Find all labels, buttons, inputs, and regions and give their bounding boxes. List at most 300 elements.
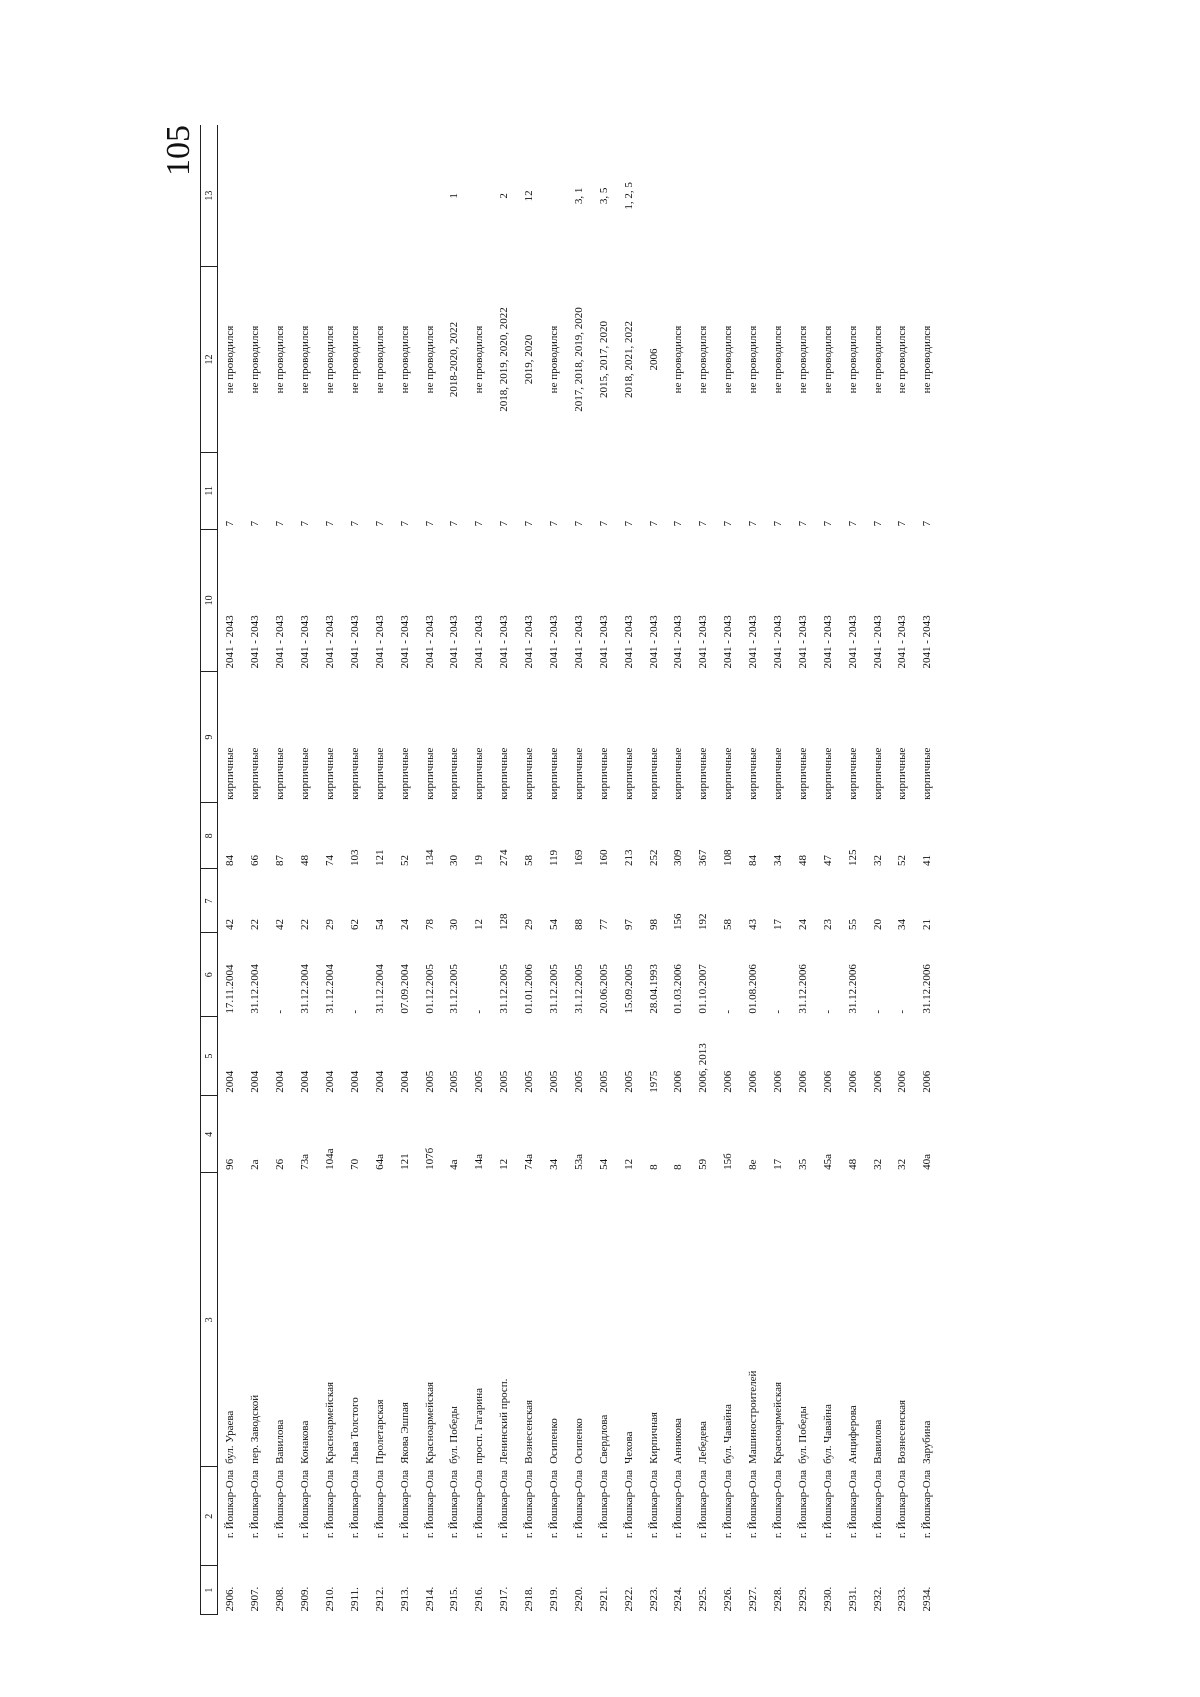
component-count-cell: 7 [921,520,934,527]
residents-cell: 74 [324,854,336,866]
build-year-cell: 2005 [448,1070,461,1093]
repair-types-cell [691,125,716,267]
repair-types-cell [666,125,691,267]
build-year-cell: 2005 [523,1070,536,1093]
row-number-cell: 2924. [672,1586,685,1612]
component-count-cell: 7 [821,520,834,527]
build-year-cell: 2006 [896,1070,909,1093]
wall-material-cell: кирпичные [747,747,760,800]
street-cell: бул. Чавайна [821,1404,834,1464]
build-year-cell: 2004 [398,1070,411,1093]
table-row [865,125,890,1615]
residents-cell: 48 [796,854,809,866]
component-count-cell: 7 [896,520,909,527]
column-header: 8 [201,803,218,869]
repair-years-cell: 2018-2020, 2022 [448,321,461,398]
residents-cell: 32 [871,854,884,866]
column-header: 12 [201,267,218,453]
city-cell: г. Йошкар-Ола [647,1469,660,1539]
commission-date-cell: 01.01.2006 [523,964,536,1014]
build-year-cell: 2005 [572,1070,585,1093]
table-row [293,125,318,1615]
build-year-cell: 2006, 2013 [697,1043,710,1093]
component-count-cell: 7 [647,520,660,527]
residents-cell: 58 [523,854,536,866]
city-cell: г. Йошкар-Ола [597,1469,610,1539]
table-row [890,125,915,1615]
apartments-cell: 22 [299,919,312,930]
apartments-cell: 192 [697,913,710,930]
commission-date-cell: - [722,1009,735,1014]
residents-cell: 87 [274,854,287,866]
component-count-cell: 7 [249,520,262,527]
repair-types-cell [865,125,890,267]
street-cell: Красноармейская [423,1381,436,1464]
street-cell: Анникова [672,1418,685,1464]
repair-period-cell: 2041 - 2043 [572,615,585,669]
repair-types-cell [318,125,343,267]
component-count-cell: 7 [572,520,585,527]
apartments-cell: 54 [548,919,561,930]
house-number-cell: 53а [572,1153,585,1170]
repair-years-cell: не проводился [373,325,386,394]
component-count-cell: 7 [498,520,511,527]
wall-material-cell: кирпичные [249,747,262,800]
apartments-cell: 17 [772,919,785,930]
commission-date-cell: - [896,1009,909,1014]
apartments-cell: 62 [348,919,361,930]
table-row [542,125,567,1615]
wall-material-cell: кирпичные [423,747,436,800]
wall-material-cell: кирпичные [324,747,336,800]
house-number-cell: 4а [448,1159,461,1170]
row-number-cell: 2915. [448,1586,461,1612]
component-count-cell: 7 [398,520,411,527]
residents-cell: 121 [373,849,386,866]
residents-cell: 213 [622,849,635,866]
city-cell: г. Йошкар-Ола [498,1469,511,1539]
table-row [517,125,542,1615]
residents-cell: 47 [821,854,834,866]
repair-years-cell: не проводился [747,325,760,394]
table-row [442,125,467,1615]
table-row [741,125,766,1615]
repair-years-cell: не проводился [274,325,287,394]
component-count-cell: 7 [597,520,610,527]
wall-material-cell: кирпичные [572,747,585,800]
repair-period-cell: 2041 - 2043 [498,615,511,669]
street-cell: Красноармейская [324,1381,336,1464]
commission-date-cell: 07.09.2004 [398,964,411,1014]
commission-date-cell: 31.12.2005 [448,964,461,1014]
apartments-cell: 98 [647,919,660,930]
wall-material-cell: кирпичные [473,747,486,800]
row-number-cell: 2913. [398,1586,411,1612]
street-cell: Вознесенская [896,1399,909,1464]
residents-cell: 125 [846,849,859,866]
house-number-cell: 12 [498,1158,511,1170]
city-cell: г. Йошкар-Ола [423,1469,436,1539]
commission-date-cell: 15.09.2005 [622,964,635,1014]
apartments-cell: 21 [921,919,934,930]
table-row [691,125,716,1615]
wall-material-cell: кирпичные [597,747,610,800]
street-cell: Вавилова [274,1419,287,1464]
table-row [815,125,840,1615]
component-count-cell: 7 [299,520,312,527]
repair-years-cell: не проводился [473,325,486,394]
wall-material-cell: кирпичные [821,747,834,800]
build-year-cell: 2006 [747,1070,760,1093]
street-cell: Анциферова [846,1405,859,1464]
table-row [492,125,517,1615]
table-row [566,125,591,1615]
repair-period-cell: 2041 - 2043 [597,615,610,669]
table-row [218,125,243,1615]
build-year-cell: 2005 [423,1070,436,1093]
repair-period-cell: 2041 - 2043 [672,615,685,669]
city-cell: г. Йошкар-Ола [672,1469,685,1539]
repair-period-cell: 2041 - 2043 [772,615,785,669]
house-number-cell: 15б [722,1153,735,1170]
build-year-cell: 2004 [373,1070,386,1093]
repair-period-cell: 2041 - 2043 [373,615,386,669]
house-number-cell: 73а [299,1153,312,1170]
house-number-cell: 40а [921,1153,934,1170]
street-cell: бул. Победы [448,1406,461,1464]
wall-material-cell: кирпичные [622,747,635,800]
wall-material-cell: кирпичные [672,747,685,800]
row-number-cell: 2918. [523,1586,536,1612]
city-cell: г. Йошкар-Ола [622,1469,635,1539]
house-number-cell: 121 [398,1153,411,1170]
street-cell: бул. Победы [796,1406,809,1464]
city-cell: г. Йошкар-Ола [921,1469,934,1539]
build-year-cell: 2006 [672,1070,685,1093]
wall-material-cell: кирпичные [498,747,511,800]
repair-period-cell: 2041 - 2043 [448,615,461,669]
repair-years-cell: не проводился [348,325,361,394]
residents-cell: 367 [697,849,710,866]
repair-period-cell: 2041 - 2043 [398,615,411,669]
house-number-cell: 96 [224,1158,237,1170]
component-count-cell: 7 [747,520,760,527]
row-number-cell: 2919. [548,1586,561,1612]
row-number-cell: 2926. [722,1586,735,1612]
repair-types-cell: 3, 1 [572,187,585,205]
build-year-cell: 2006 [846,1070,859,1093]
repair-types-cell [218,125,243,267]
street-cell: Осипенко [572,1418,585,1464]
street-cell: Лебедева [697,1421,710,1464]
component-count-cell: 7 [423,520,436,527]
row-number-cell: 2927. [747,1586,760,1612]
apartments-cell: 29 [324,919,336,930]
street-cell: Вознесенская [523,1399,536,1464]
house-number-cell: 35 [796,1158,809,1170]
component-count-cell: 7 [796,520,809,527]
repair-years-cell: не проводился [398,325,411,394]
street-cell: Чехова [622,1431,635,1464]
wall-material-cell: кирпичные [896,747,909,800]
repair-years-cell: не проводился [846,325,859,394]
build-year-cell: 2006 [921,1070,934,1093]
build-year-cell: 2005 [473,1070,486,1093]
apartments-cell: 88 [572,919,585,930]
house-number-cell: 8 [647,1164,660,1170]
component-count-cell: 7 [871,520,884,527]
build-year-cell: 2006 [772,1070,785,1093]
city-cell: г. Йошкар-Ола [896,1469,909,1539]
apartments-cell: 30 [448,919,461,930]
repair-types-cell [741,125,766,267]
repair-period-cell: 2041 - 2043 [548,615,561,669]
table-body [218,125,940,1615]
page-number: 105 [160,125,197,176]
repair-period-cell: 2041 - 2043 [896,615,909,669]
house-number-cell: 107б [423,1147,436,1170]
row-number-cell: 2917. [498,1586,511,1612]
house-number-cell: 8 [672,1164,685,1170]
repair-years-cell: 2018, 2019, 2020, 2022 [498,307,511,412]
repair-period-cell: 2041 - 2043 [224,615,237,669]
row-number-cell: 2909. [299,1586,312,1612]
component-count-cell: 7 [473,520,486,527]
row-number-cell: 2911. [348,1587,361,1612]
commission-date-cell: 31.12.2004 [299,964,312,1014]
row-number-cell: 2928. [772,1586,785,1612]
repair-period-cell: 2041 - 2043 [921,615,934,669]
repair-types-cell [766,125,791,267]
repair-years-cell: 2019, 2020 [523,334,536,385]
commission-date-cell: 31.12.2004 [324,964,336,1014]
column-header: 2 [201,1467,218,1566]
table-row [840,125,865,1615]
table-row [268,125,293,1615]
city-cell: г. Йошкар-Ола [796,1469,809,1539]
residents-cell: 52 [896,854,909,866]
commission-date-cell: 01.12.2005 [423,964,436,1014]
repair-years-cell: не проводился [772,325,785,394]
build-year-cell: 2005 [597,1070,610,1093]
repair-period-cell: 2041 - 2043 [871,615,884,669]
commission-date-cell: 31.12.2006 [796,964,809,1014]
wall-material-cell: кирпичные [348,747,361,800]
wall-material-cell: кирпичные [697,747,710,800]
wall-material-cell: кирпичные [796,747,809,800]
commission-date-cell: 31.12.2005 [572,964,585,1014]
repair-years-cell: не проводился [896,325,909,394]
build-year-cell: 2004 [249,1070,262,1093]
city-cell: г. Йошкар-Ола [299,1469,312,1539]
component-count-cell: 7 [622,520,635,527]
column-header: 7 [201,869,218,933]
repair-types-cell [716,125,741,267]
row-number-cell: 2910. [324,1586,336,1612]
repair-period-cell: 2041 - 2043 [796,615,809,669]
repair-years-cell: не проводился [821,325,834,394]
column-header: 6 [201,933,218,1017]
repair-types-cell [542,125,567,267]
house-number-cell: 34 [548,1158,561,1170]
street-cell: Красноармейская [772,1381,785,1464]
city-cell: г. Йошкар-Ола [846,1469,859,1539]
house-number-cell: 54 [597,1158,610,1170]
build-year-cell: 1975 [647,1070,660,1093]
house-number-cell: 14а [473,1153,486,1170]
column-header: 10 [201,529,218,671]
house-number-cell: 32 [871,1158,884,1170]
city-cell: г. Йошкар-Ола [224,1469,237,1539]
repair-years-cell: не проводился [796,325,809,394]
repair-years-cell: не проводился [324,325,336,394]
repair-types-cell: 3, 5 [597,187,610,205]
table-row [591,125,616,1615]
repair-types-cell [915,125,940,267]
table-row [766,125,791,1615]
repair-types-cell [342,125,367,267]
repair-types-cell [641,125,666,267]
residents-cell: 84 [747,854,760,866]
repair-types-cell: 1, 2, 5 [622,182,635,210]
row-number-cell: 2925. [697,1586,710,1612]
house-number-cell: 12 [622,1158,635,1170]
table-row [666,125,691,1615]
repair-years-cell: не проводился [672,325,685,394]
city-cell: г. Йошкар-Ола [871,1469,884,1539]
city-cell: г. Йошкар-Ола [324,1469,336,1539]
build-year-cell: 2004 [224,1070,237,1093]
residents-cell: 19 [473,854,486,866]
repair-period-cell: 2041 - 2043 [747,615,760,669]
commission-date-cell: 28.04.1993 [647,964,660,1014]
repair-period-cell: 2041 - 2043 [821,615,834,669]
street-cell: Свердлова [597,1414,610,1464]
column-header: 9 [201,671,218,802]
repair-years-cell: не проводился [722,325,735,394]
residents-cell: 103 [348,849,361,866]
house-number-cell: 17 [772,1158,785,1170]
apartments-cell: 58 [722,919,735,930]
residents-cell: 84 [224,854,237,866]
residents-cell: 52 [398,854,411,866]
column-header: 13 [201,125,218,267]
row-number-cell: 2922. [622,1586,635,1612]
city-cell: г. Йошкар-Ола [523,1469,536,1539]
row-number-cell: 2934. [921,1586,934,1612]
commission-date-cell: - [274,1009,287,1014]
city-cell: г. Йошкар-Ола [348,1469,361,1539]
apartments-cell: 55 [846,919,859,930]
commission-date-cell: 01.08.2006 [747,964,760,1014]
component-count-cell: 7 [324,520,336,527]
build-year-cell: 2005 [548,1070,561,1093]
component-count-cell: 7 [274,520,287,527]
commission-date-cell: - [871,1009,884,1014]
commission-date-cell: 31.12.2004 [373,964,386,1014]
apartments-cell: 29 [523,919,536,930]
repair-period-cell: 2041 - 2043 [299,615,312,669]
apartments-cell: 77 [597,919,610,930]
street-cell: Льва Толстого [348,1397,361,1464]
residents-cell: 169 [572,849,585,866]
apartments-cell: 34 [896,919,909,930]
repair-years-cell: не проводился [423,325,436,394]
apartments-cell: 128 [498,913,511,930]
city-cell: г. Йошкар-Ола [548,1469,561,1539]
street-cell: Осипенко [548,1418,561,1464]
apartments-cell: 43 [747,919,760,930]
apartments-cell: 156 [672,913,685,930]
repair-period-cell: 2041 - 2043 [348,615,361,669]
component-count-cell: 7 [448,520,461,527]
commission-date-cell: - [473,1009,486,1014]
table-row [318,125,343,1615]
house-number-cell: 26 [274,1158,287,1170]
repair-years-cell: не проводился [249,325,262,394]
residents-cell: 30 [448,854,461,866]
column-header: 1 [201,1566,218,1615]
table-row [243,125,268,1615]
apartments-cell: 22 [249,919,262,930]
commission-date-cell: 31.12.2005 [548,964,561,1014]
street-cell: Конакова [299,1420,312,1464]
commission-date-cell: 31.12.2005 [498,964,511,1014]
street-cell: Кирпичная [647,1412,660,1464]
street-cell: бул. Чавайна [722,1404,735,1464]
housing-table [200,125,940,1615]
repair-types-cell [790,125,815,267]
row-number-cell: 2914. [423,1586,436,1612]
wall-material-cell: кирпичные [299,747,312,800]
apartments-cell: 24 [796,919,809,930]
column-header: 5 [201,1017,218,1096]
repair-types-cell [293,125,318,267]
table-row [467,125,492,1615]
street-cell: Машиностроителей [747,1370,760,1464]
build-year-cell: 2004 [274,1070,287,1093]
city-cell: г. Йошкар-Ола [722,1469,735,1539]
city-cell: г. Йошкар-Ола [747,1469,760,1539]
repair-years-cell: не проводился [548,325,561,394]
wall-material-cell: кирпичные [548,747,561,800]
residents-cell: 252 [647,849,660,866]
apartments-cell: 42 [274,919,287,930]
house-number-cell: 64а [373,1153,386,1170]
repair-period-cell: 2041 - 2043 [249,615,262,669]
house-number-cell: 45а [821,1153,834,1170]
table-row [716,125,741,1615]
build-year-cell: 2006 [796,1070,809,1093]
table-row [616,125,641,1615]
component-count-cell: 7 [373,520,386,527]
repair-types-cell [367,125,392,267]
street-cell: просп. Гагарина [473,1387,486,1464]
residents-cell: 48 [299,854,312,866]
component-count-cell: 7 [697,520,710,527]
table-row [641,125,666,1615]
repair-period-cell: 2041 - 2043 [423,615,436,669]
commission-date-cell: 01.10.2007 [697,964,710,1014]
column-header: 3 [201,1173,218,1467]
house-number-cell: 104а [324,1148,336,1170]
wall-material-cell: кирпичные [224,747,237,800]
table-row [342,125,367,1615]
apartments-cell: 12 [473,919,486,930]
house-number-cell: 2а [249,1159,262,1170]
street-cell: Пролетарская [373,1399,386,1464]
repair-years-cell: 2006 [647,348,660,371]
